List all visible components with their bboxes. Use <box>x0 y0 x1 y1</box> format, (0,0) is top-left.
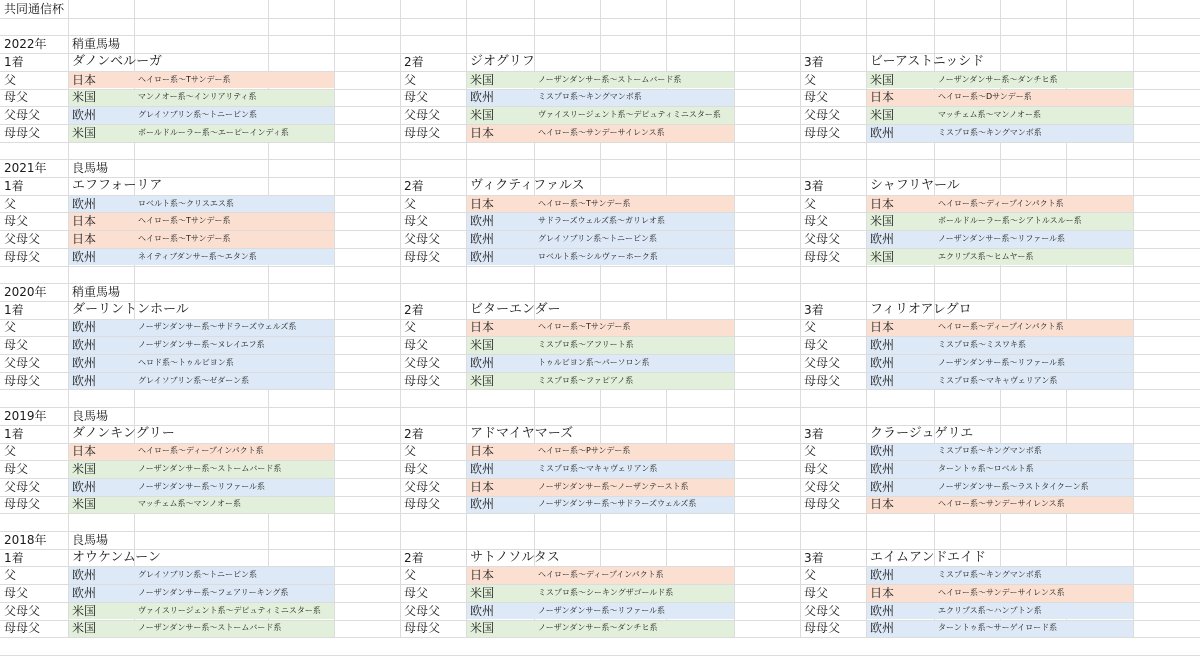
pedigree-role[interactable]: 父母父 <box>804 231 841 246</box>
horse-name[interactable]: アドマイヤマーズ <box>470 426 574 442</box>
track-condition[interactable]: 良馬場 <box>72 532 109 547</box>
lineage-cell[interactable]: ヴァイスリージェント系～デピュティミニスター系 <box>138 605 321 615</box>
lineage-cell[interactable]: ヘイロー系～Pサンデー系 <box>538 446 631 456</box>
pedigree-role[interactable]: 父 <box>4 196 17 211</box>
finish-rank[interactable]: 2着 <box>404 426 424 441</box>
region-cell[interactable]: 日本 <box>72 214 97 229</box>
region-cell[interactable]: 日本 <box>470 125 495 140</box>
pedigree-role[interactable]: 母父 <box>404 90 429 105</box>
lineage-cell[interactable]: ボールドルーラー系～シアトルスルー系 <box>938 216 1082 226</box>
pedigree-role[interactable]: 父 <box>4 72 17 87</box>
region-cell[interactable]: 米国 <box>470 621 495 636</box>
lineage-cell[interactable]: サドラーズウェルズ系～ガリレオ系 <box>538 216 666 226</box>
row-gridline <box>0 35 1200 36</box>
pedigree-role[interactable]: 父母父 <box>4 108 41 123</box>
row-gridline <box>0 389 1200 390</box>
region-cell[interactable]: 日本 <box>72 231 97 246</box>
pedigree-role[interactable]: 母母父 <box>4 125 41 140</box>
lineage-cell[interactable]: グレイソブリン系～トニービン系 <box>138 570 257 580</box>
lineage-cell[interactable]: ノーザンダンサー系～サドラーズウェルズ系 <box>538 499 697 509</box>
lineage-cell[interactable]: ヘイロー系～ディープインパクト系 <box>938 198 1064 208</box>
pedigree-role[interactable]: 母父 <box>4 462 29 477</box>
pedigree-role[interactable]: 父母父 <box>804 355 841 370</box>
pedigree-role[interactable]: 母母父 <box>804 621 841 636</box>
pedigree-role[interactable]: 母母父 <box>4 497 41 512</box>
row-gridline <box>0 266 1200 267</box>
lineage-cell[interactable]: マッチェム系～マンノオー系 <box>938 110 1042 120</box>
lineage-cell[interactable]: ヘイロー系～Tサンデー系 <box>138 216 231 226</box>
horse-name[interactable]: エイムアンドエイド <box>870 550 986 566</box>
lineage-cell[interactable]: ノーザンダンサー系～ノーザンテースト系 <box>538 481 689 491</box>
horse-name[interactable]: ヴィクティファルス <box>470 178 585 194</box>
region-cell[interactable]: 欧州 <box>870 373 895 388</box>
region-cell[interactable]: 米国 <box>470 585 495 600</box>
pedigree-role[interactable]: 父母父 <box>804 603 841 618</box>
region-cell[interactable]: 欧州 <box>470 497 495 512</box>
region-cell[interactable]: 米国 <box>72 90 97 105</box>
lineage-cell[interactable]: ノーザンダンサー系～ストームバード系 <box>138 623 282 633</box>
pedigree-role[interactable]: 母母父 <box>404 125 441 140</box>
finish-rank[interactable]: 3着 <box>804 426 824 441</box>
lineage-cell[interactable]: トゥルビヨン系～パーソロン系 <box>538 357 650 367</box>
pedigree-role[interactable]: 母父 <box>804 338 829 353</box>
pedigree-role[interactable]: 母父 <box>4 338 29 353</box>
region-cell[interactable]: 欧州 <box>870 479 895 494</box>
region-cell[interactable]: 日本 <box>470 196 495 211</box>
lineage-cell[interactable]: エクリプス系～ハンプトン系 <box>938 605 1042 615</box>
region-cell[interactable]: 欧州 <box>72 249 97 264</box>
pedigree-role[interactable]: 父 <box>804 196 817 211</box>
lineage-cell[interactable]: ヘイロー系～サンデーサイレンス系 <box>938 587 1065 597</box>
row-gridline <box>0 549 1200 550</box>
finish-rank[interactable]: 1着 <box>4 302 24 317</box>
lineage-cell[interactable]: ノーザンダンサー系～リファール系 <box>938 233 1066 243</box>
region-cell[interactable]: 日本 <box>470 320 495 335</box>
region-cell[interactable]: 日本 <box>470 479 495 494</box>
horse-name[interactable]: ジオグリフ <box>470 54 535 70</box>
region-cell[interactable]: 米国 <box>72 621 97 636</box>
pedigree-role[interactable]: 父 <box>804 320 817 335</box>
pedigree-role[interactable]: 父 <box>4 444 17 459</box>
year-label[interactable]: 2020年 <box>4 285 47 300</box>
row-gridline <box>0 283 1200 284</box>
lineage-cell[interactable]: ヘイロー系～Tサンデー系 <box>138 233 231 243</box>
region-cell[interactable]: 欧州 <box>470 231 495 246</box>
region-cell[interactable]: 欧州 <box>470 462 495 477</box>
lineage-cell[interactable]: ノーザンダンサー系～サドラーズウェルズ系 <box>138 322 297 332</box>
region-cell[interactable]: 米国 <box>870 72 895 87</box>
pedigree-role[interactable]: 父母父 <box>4 231 41 246</box>
pedigree-role[interactable]: 父母父 <box>404 603 441 618</box>
row-gridline <box>0 159 1200 160</box>
lineage-cell[interactable]: ターントゥ系～ロベルト系 <box>938 464 1034 474</box>
pedigree-role[interactable]: 父 <box>804 72 817 87</box>
sheet-title[interactable]: 共同通信杯 <box>4 1 65 16</box>
pedigree-role[interactable]: 父母父 <box>404 355 441 370</box>
row-gridline <box>0 177 1200 178</box>
pedigree-role[interactable]: 父母父 <box>4 355 41 370</box>
lineage-cell[interactable]: ノーザンダンサー系～リファール系 <box>938 357 1066 367</box>
horse-name[interactable]: エフフォーリア <box>72 178 163 194</box>
lineage-cell[interactable]: ミスプロ系～シーキングザゴールド系 <box>538 587 674 597</box>
horse-name[interactable]: クラージュゲリエ <box>870 426 974 442</box>
pedigree-role[interactable]: 母母父 <box>804 249 841 264</box>
lineage-cell[interactable]: ミスプロ系～キングマンボ系 <box>938 570 1042 580</box>
pedigree-role[interactable]: 母母父 <box>404 497 441 512</box>
finish-rank[interactable]: 3着 <box>804 54 824 69</box>
row-gridline <box>0 142 1200 143</box>
lineage-cell[interactable]: グレイソブリン系～ゼダーン系 <box>138 375 250 385</box>
horse-name[interactable]: ダノンキングリー <box>72 426 175 442</box>
lineage-cell[interactable]: ノーザンダンサー系～ラストタイクーン系 <box>938 481 1089 491</box>
region-cell[interactable]: 米国 <box>870 214 895 229</box>
lineage-cell[interactable]: ヘイロー系～Tサンデー系 <box>138 74 231 84</box>
horse-name[interactable]: シャフリヤール <box>870 178 960 194</box>
region-cell[interactable]: 米国 <box>72 125 97 140</box>
region-cell[interactable]: 欧州 <box>870 568 895 583</box>
region-cell[interactable]: 日本 <box>470 568 495 583</box>
region-cell[interactable]: 欧州 <box>470 603 495 618</box>
region-cell[interactable]: 欧州 <box>72 585 97 600</box>
region-cell[interactable]: 日本 <box>470 444 495 459</box>
region-cell[interactable]: 欧州 <box>72 479 97 494</box>
pedigree-role[interactable]: 母母父 <box>4 373 41 388</box>
lineage-cell[interactable]: ミスプロ系～ファピアノ系 <box>538 375 634 385</box>
region-cell[interactable]: 欧州 <box>470 90 495 105</box>
lineage-cell[interactable]: ボールドルーラー系～エーピーインディ系 <box>138 127 289 137</box>
region-cell[interactable]: 欧州 <box>870 603 895 618</box>
lineage-cell[interactable]: ヘイロー系～Dサンデー系 <box>938 92 1032 102</box>
lineage-cell[interactable]: ヘイロー系～サンデーサイレンス系 <box>538 127 665 137</box>
row-gridline <box>0 18 1200 19</box>
region-cell[interactable]: 米国 <box>72 497 97 512</box>
finish-rank[interactable]: 1着 <box>4 426 24 441</box>
horse-name[interactable]: ダノンベルーガ <box>72 54 162 70</box>
pedigree-role[interactable]: 父 <box>804 568 817 583</box>
region-cell[interactable]: 米国 <box>470 72 495 87</box>
region-cell[interactable]: 米国 <box>72 603 97 618</box>
horse-name[interactable]: フィリオアレグロ <box>870 302 972 318</box>
region-cell[interactable]: 欧州 <box>870 125 895 140</box>
region-cell[interactable]: 日本 <box>870 196 895 211</box>
row-gridline <box>0 425 1200 426</box>
pedigree-role[interactable]: 母母父 <box>804 125 841 140</box>
pedigree-role[interactable]: 父 <box>404 196 417 211</box>
row-gridline <box>0 513 1200 514</box>
region-cell[interactable]: 欧州 <box>72 196 97 211</box>
region-cell[interactable]: 欧州 <box>72 355 97 370</box>
lineage-cell[interactable]: ミスプロ系～ミスワキ系 <box>938 340 1026 350</box>
region-cell[interactable]: 欧州 <box>470 355 495 370</box>
lineage-cell[interactable]: ミスプロ系～キングマンボ系 <box>938 446 1042 456</box>
lineage-cell[interactable]: ロベルト系～シルヴァーホーク系 <box>538 251 658 261</box>
pedigree-role[interactable]: 母母父 <box>404 249 441 264</box>
year-label[interactable]: 2022年 <box>4 37 47 52</box>
track-condition[interactable]: 稍重馬場 <box>72 285 121 300</box>
finish-rank[interactable]: 1着 <box>4 550 24 565</box>
lineage-cell[interactable]: グレイソブリン系～トニービン系 <box>138 110 257 120</box>
pedigree-role[interactable]: 父 <box>404 72 417 87</box>
year-label[interactable]: 2019年 <box>4 408 47 423</box>
lineage-cell[interactable]: ノーザンダンサー系～ダンチヒ系 <box>538 623 658 633</box>
lineage-cell[interactable]: ノーザンダンサー系～ヌレイエフ系 <box>138 340 265 350</box>
region-cell[interactable]: 米国 <box>870 108 895 123</box>
pedigree-role[interactable]: 母母父 <box>804 497 841 512</box>
finish-rank[interactable]: 3着 <box>804 178 824 193</box>
region-cell[interactable]: 欧州 <box>870 621 895 636</box>
finish-rank[interactable]: 2着 <box>404 54 424 69</box>
region-cell[interactable]: 欧州 <box>870 462 895 477</box>
pedigree-role[interactable]: 母父 <box>404 462 429 477</box>
row-gridline <box>0 407 1200 408</box>
region-cell[interactable]: 欧州 <box>72 568 97 583</box>
pedigree-role[interactable]: 母父 <box>4 90 29 105</box>
region-cell[interactable]: 米国 <box>470 338 495 353</box>
region-cell[interactable]: 欧州 <box>870 355 895 370</box>
lineage-cell[interactable]: ミスプロ系～アフリート系 <box>538 340 634 350</box>
pedigree-role[interactable]: 父 <box>404 568 417 583</box>
region-cell[interactable]: 日本 <box>72 444 97 459</box>
region-cell[interactable]: 欧州 <box>72 108 97 123</box>
lineage-cell[interactable]: ノーザンダンサー系～ストームバード系 <box>138 464 282 474</box>
lineage-cell[interactable]: ヘイロー系～ディープインパクト系 <box>538 570 664 580</box>
lineage-cell[interactable]: ターントゥ系～サーゲイロード系 <box>938 623 1058 633</box>
lineage-cell[interactable]: ミスプロ系～マキャヴェリアン系 <box>938 375 1058 385</box>
lineage-cell[interactable]: ノーザンダンサー系～リファール系 <box>138 481 266 491</box>
lineage-cell[interactable]: ヘイロー系～ディープインパクト系 <box>938 322 1064 332</box>
pedigree-role[interactable]: 父母父 <box>4 479 41 494</box>
lineage-cell[interactable]: ヘイロー系～Tサンデー系 <box>538 322 631 332</box>
finish-rank[interactable]: 3着 <box>804 302 824 317</box>
year-label[interactable]: 2021年 <box>4 161 47 176</box>
region-cell[interactable]: 欧州 <box>870 444 895 459</box>
region-cell[interactable]: 欧州 <box>870 338 895 353</box>
pedigree-role[interactable]: 母父 <box>4 585 29 600</box>
pedigree-role[interactable]: 母父 <box>404 585 429 600</box>
region-cell[interactable]: 欧州 <box>470 214 495 229</box>
lineage-cell[interactable]: マッチェム系～マンノオー系 <box>138 499 242 509</box>
lineage-cell[interactable]: ヘイロー系～Tサンデー系 <box>538 198 631 208</box>
row-gridline <box>0 531 1200 532</box>
pedigree-role[interactable]: 母父 <box>804 90 829 105</box>
lineage-cell[interactable]: マンノオー系～インリアリティ系 <box>138 92 257 102</box>
lineage-cell[interactable]: ノーザンダンサー系～ストームバード系 <box>538 74 682 84</box>
finish-rank[interactable]: 3着 <box>804 550 824 565</box>
lineage-cell[interactable]: ノーザンダンサー系～リファール系 <box>538 605 666 615</box>
lineage-cell[interactable]: ミスプロ系～キングマンボ系 <box>938 127 1042 137</box>
pedigree-role[interactable]: 母母父 <box>404 373 441 388</box>
region-cell[interactable]: 欧州 <box>870 231 895 246</box>
lineage-cell[interactable]: グレイソブリン系～トニービン系 <box>538 233 657 243</box>
track-condition[interactable]: 稍重馬場 <box>72 37 121 52</box>
region-cell[interactable]: 欧州 <box>72 338 97 353</box>
year-label[interactable]: 2018年 <box>4 532 47 547</box>
region-cell[interactable]: 米国 <box>72 462 97 477</box>
region-cell[interactable]: 米国 <box>870 249 895 264</box>
horse-name[interactable]: オウケンムーン <box>72 550 161 566</box>
region-cell[interactable]: 欧州 <box>72 320 97 335</box>
pedigree-role[interactable]: 母母父 <box>404 621 441 636</box>
pedigree-role[interactable]: 父 <box>4 320 17 335</box>
finish-rank[interactable]: 2着 <box>404 550 424 565</box>
lineage-cell[interactable]: ロベルト系～クリスエス系 <box>138 198 234 208</box>
pedigree-role[interactable]: 母父 <box>804 462 829 477</box>
pedigree-role[interactable]: 父母父 <box>404 108 441 123</box>
finish-rank[interactable]: 1着 <box>4 178 24 193</box>
region-cell[interactable]: 日本 <box>870 320 895 335</box>
pedigree-role[interactable]: 父母父 <box>4 603 41 618</box>
lineage-cell[interactable]: ヘイロー系～サンデーサイレンス系 <box>938 499 1065 509</box>
row-gridline <box>0 53 1200 54</box>
pedigree-role[interactable]: 母母父 <box>4 621 41 636</box>
pedigree-role[interactable]: 母母父 <box>804 373 841 388</box>
pedigree-role[interactable]: 母父 <box>804 214 829 229</box>
pedigree-role[interactable]: 母父 <box>4 214 29 229</box>
pedigree-role[interactable]: 父 <box>804 444 817 459</box>
pedigree-role[interactable]: 母父 <box>804 585 829 600</box>
pedigree-role[interactable]: 母母父 <box>4 249 41 264</box>
region-cell[interactable]: 日本 <box>870 497 895 512</box>
horse-name[interactable]: サトノソルタス <box>470 550 560 566</box>
pedigree-role[interactable]: 父母父 <box>404 479 441 494</box>
track-condition[interactable]: 良馬場 <box>72 161 109 176</box>
lineage-cell[interactable]: ミスプロ系～マキャヴェリアン系 <box>538 464 658 474</box>
region-cell[interactable]: 欧州 <box>72 373 97 388</box>
lineage-cell[interactable]: ヘイロー系～ディープインパクト系 <box>138 446 264 456</box>
pedigree-role[interactable]: 父 <box>404 444 417 459</box>
lineage-cell[interactable]: ミスプロ系～キングマンボ系 <box>538 92 642 102</box>
region-cell[interactable]: 日本 <box>870 585 895 600</box>
lineage-cell[interactable]: ヘロド系～トゥルビヨン系 <box>138 357 234 367</box>
pedigree-role[interactable]: 父 <box>404 320 417 335</box>
region-cell[interactable]: 日本 <box>870 90 895 105</box>
horse-name[interactable]: ビーアストニッシド <box>870 54 985 70</box>
lineage-cell[interactable]: ヴァイスリージェント系～デピュティミニスター系 <box>538 110 721 120</box>
pedigree-role[interactable]: 母父 <box>404 338 429 353</box>
region-cell[interactable]: 米国 <box>470 373 495 388</box>
pedigree-role[interactable]: 母父 <box>404 214 429 229</box>
region-cell[interactable]: 米国 <box>470 108 495 123</box>
finish-rank[interactable]: 1着 <box>4 54 24 69</box>
lineage-cell[interactable]: ネイティブダンサー系～エタン系 <box>138 251 257 261</box>
pedigree-role[interactable]: 父 <box>4 568 17 583</box>
pedigree-role[interactable]: 父母父 <box>404 231 441 246</box>
horse-name[interactable]: ビターエンダー <box>470 302 561 318</box>
pedigree-role[interactable]: 父母父 <box>804 108 841 123</box>
lineage-cell[interactable]: ノーザンダンサー系～フェアリーキング系 <box>138 587 289 597</box>
horse-name[interactable]: ダーリントンホール <box>72 302 189 318</box>
track-condition[interactable]: 良馬場 <box>72 408 109 423</box>
finish-rank[interactable]: 2着 <box>404 178 424 193</box>
lineage-cell[interactable]: ノーザンダンサー系～ダンチヒ系 <box>938 74 1058 84</box>
lineage-cell[interactable]: エクリプス系～ヒムヤー系 <box>938 251 1034 261</box>
finish-rank[interactable]: 2着 <box>404 302 424 317</box>
region-cell[interactable]: 日本 <box>72 72 97 87</box>
region-cell[interactable]: 欧州 <box>470 249 495 264</box>
pedigree-role[interactable]: 父母父 <box>804 479 841 494</box>
